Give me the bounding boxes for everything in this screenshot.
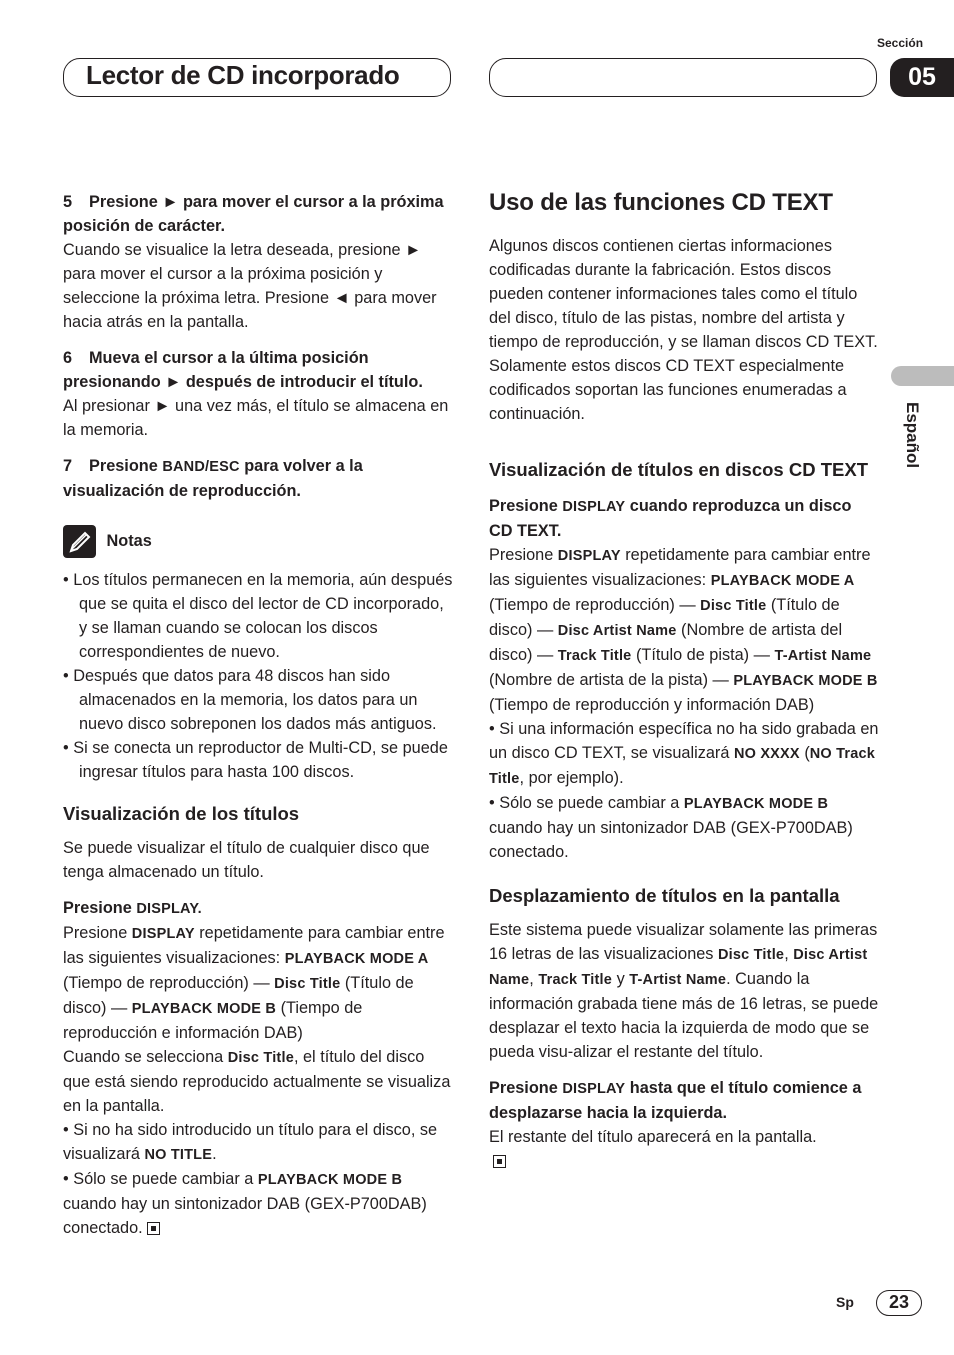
- left-display-body: Presione DISPLAY repetidamente para cambiar entre las siguientes visualizaciones: PLAYBACK MODE A (Tiempo de reproducción) — Disc Title (Título de disco) — PLAYBACK MODE B (Tiempo de reproducción e información DAB): [63, 924, 445, 1042]
- cdtext-display-heading: Visualización de títulos en discos CD TEXT: [489, 459, 868, 480]
- step-6-body: Al presionar ► una vez más, el título se almacena en la memoria.: [63, 397, 449, 439]
- notes-title: Notas: [106, 531, 152, 550]
- press-display: Presione DISPLAY.: [63, 899, 202, 917]
- scroll-body: Este sistema puede visualizar solamente las primeras 16 letras de las visualizaciones Disc Title, Disc Artist Name, Track Title y T-Artist Name. Cuando la información grabada tiene más de 16 letras, se puede desplazar el texto hacia la izquierda de modo que se pueda visu-alizar el restante del título.: [489, 921, 879, 1061]
- notes-header: [63, 525, 455, 558]
- section-label: Sección: [877, 36, 924, 50]
- step-5-body: Cuando se visualice la letra deseada, presione ► para mover el cursor a la próxima posición y seleccione la próxima letra. Presione ◄ para mover hacia atrás en la pantalla.: [63, 241, 437, 331]
- language-label: Español: [903, 402, 922, 469]
- cdtext-heading: Uso de las funciones CD TEXT: [489, 189, 833, 216]
- scroll-final: El restante del título aparecerá en la pantalla.: [489, 1128, 817, 1146]
- press-display-scroll: Presione DISPLAY hasta que el título comience a desplazarse hacia la izquierda.: [489, 1079, 862, 1122]
- right-column: [489, 188, 879, 1173]
- right-end-mark: [489, 1149, 879, 1173]
- step-6: 6 Mueva el cursor a la última posición presionando ► después de introducir el título.: [63, 349, 423, 391]
- scroll-heading: Desplazamiento de títulos en la pantalla: [489, 885, 840, 906]
- press-display-cdtext: Presione DISPLAY cuando reproduzca un disco CD TEXT.: [489, 497, 852, 540]
- footer-lang-code: Sp: [836, 1294, 854, 1310]
- note-item: • Los títulos permanecen en la memoria, aún después que se quita el disco del lector de CD incorporado, y se llaman cuando se colocan los discos correspondientes de nuevo.: [63, 571, 453, 661]
- left-selected-body: Cuando se selecciona Disc Title, el título del disco que está siendo reproducido actualmente se visualiza en la pantalla.: [63, 1048, 451, 1115]
- language-tab: [891, 366, 954, 386]
- left-bullet-2: • Sólo se puede cambiar a PLAYBACK MODE B cuando hay un sintonizador DAB (GEX-P700DAB) conectado.: [63, 1170, 427, 1237]
- play-arrow-icon: ►: [162, 193, 179, 211]
- page-number: 23: [888, 1292, 910, 1312]
- end-mark-icon: [147, 1222, 160, 1235]
- end-mark-icon: [493, 1155, 506, 1168]
- note-item: • Si se conecta un reproductor de Multi-CD, se puede ingresar títulos para hasta 100 discos.: [63, 739, 448, 781]
- right-bullet-2: • Sólo se puede cambiar a PLAYBACK MODE B cuando hay un sintonizador DAB (GEX-P700DAB) conectado.: [489, 794, 853, 861]
- cdtext-intro: Algunos discos contienen ciertas informaciones codificadas durante la fabricación. Estos discos pueden contener informaciones tales como el título del disco, título de las pistas, nombre del artista y tiempo de reproducción, y se llaman discos CD TEXT. Solamente estos discos CD TEXT especialmente codificados soportan las funciones enumeradas a continuación.: [489, 237, 878, 423]
- header-blank-frame: [489, 58, 877, 97]
- vis-heading: Visualización de los títulos: [63, 803, 300, 824]
- left-column: [63, 190, 455, 1240]
- notes-list: [63, 568, 455, 784]
- step-5: 5 Presione ► para mover el cursor a la próxima posición de carácter.: [63, 193, 444, 235]
- right-bullet-1: • Si una información específica no ha sido grabada en un disco CD TEXT, se visualizará NO XXXX (NO Track Title, por ejemplo).: [489, 720, 879, 787]
- left-bullet-1: • Si no ha sido introducido un título para el disco, se visualizará NO TITLE.: [63, 1121, 438, 1163]
- vis-intro: Se puede visualizar el título de cualquier disco que tenga almacenado un título.: [63, 839, 430, 881]
- section-number: 05: [890, 58, 954, 97]
- right-display-body: Presione DISPLAY repetidamente para cambiar entre las siguientes visualizaciones: PLAYBACK MODE A (Tiempo de reproducción) — Disc Title (Título de disco) — Disc Artist Name (Nombre de artista del disco) — Track Title (Título de pista) — T-Artist Name (Nombre de artista de la pista) — PLAYBACK MODE B (Tiempo de reproducción y información DAB): [489, 546, 878, 714]
- step-7: 7 Presione BAND/ESC para volver a la visualización de reproducción.: [63, 457, 363, 500]
- note-item: • Después que datos para 48 discos han sido almacenados en la memoria, los datos para un nuevo disco sobreponen los dados más antiguos.: [63, 667, 437, 733]
- page-title: Lector de CD incorporado: [86, 60, 400, 90]
- notes-icon: [63, 525, 96, 558]
